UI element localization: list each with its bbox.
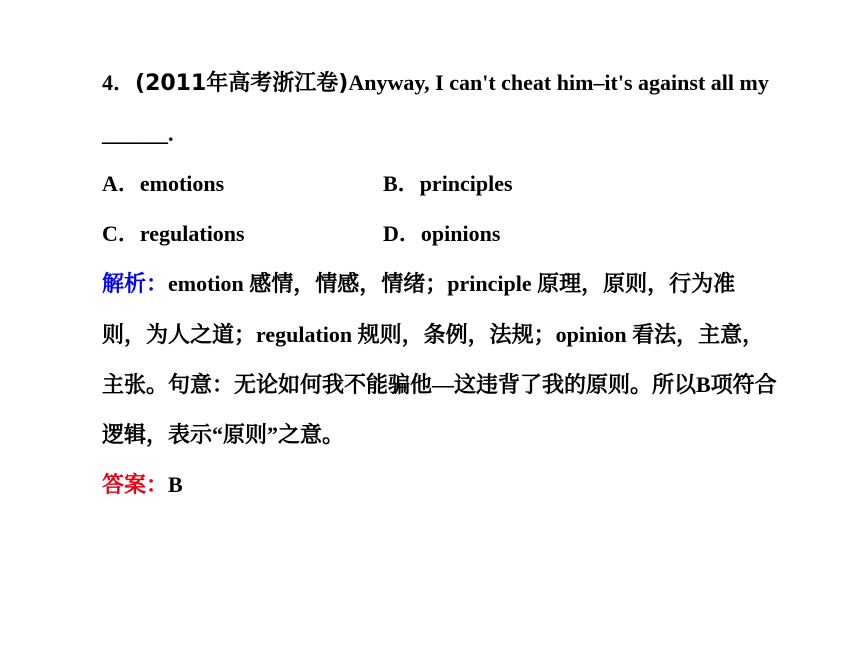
analysis-label: 解析： <box>102 272 169 297</box>
question-text: Anyway, I can't cheat him–it's against all my ______. <box>102 70 769 146</box>
option-b-letter: B． <box>383 171 420 196</box>
option-d-letter: D． <box>383 221 421 246</box>
option-a-text: emotions <box>139 171 225 196</box>
option-d <box>383 209 500 259</box>
option-c <box>102 209 383 259</box>
options-row-2 <box>78 209 778 259</box>
question-source: (2011年高考浙江卷) <box>135 71 349 96</box>
question-number: 4． <box>102 70 136 95</box>
answer-line <box>78 460 778 511</box>
options-row-1 <box>78 159 778 209</box>
option-a-letter: A． <box>102 171 140 196</box>
option-a <box>102 159 383 209</box>
analysis-paragraph <box>78 259 778 460</box>
option-b-text: principles <box>419 171 513 196</box>
answer-value: B <box>168 472 183 497</box>
answer-label: 答案： <box>102 473 169 498</box>
option-b <box>383 159 513 209</box>
option-d-text: opinions <box>420 221 501 246</box>
option-c-letter: C． <box>102 221 140 246</box>
option-c-text: regulations <box>139 221 245 246</box>
question-stem <box>78 58 778 159</box>
analysis-text: emotion 感情，情感，情绪；principle 原理，原则，行为准则，为人之道；regulation 规则，条例，法规；opinion 看法，主意，主张。句意：无论如何我不能骗他—这违背了我的原则。所以B项符合逻辑，表示“原则”之意。 <box>102 271 777 447</box>
question-content <box>78 58 778 511</box>
